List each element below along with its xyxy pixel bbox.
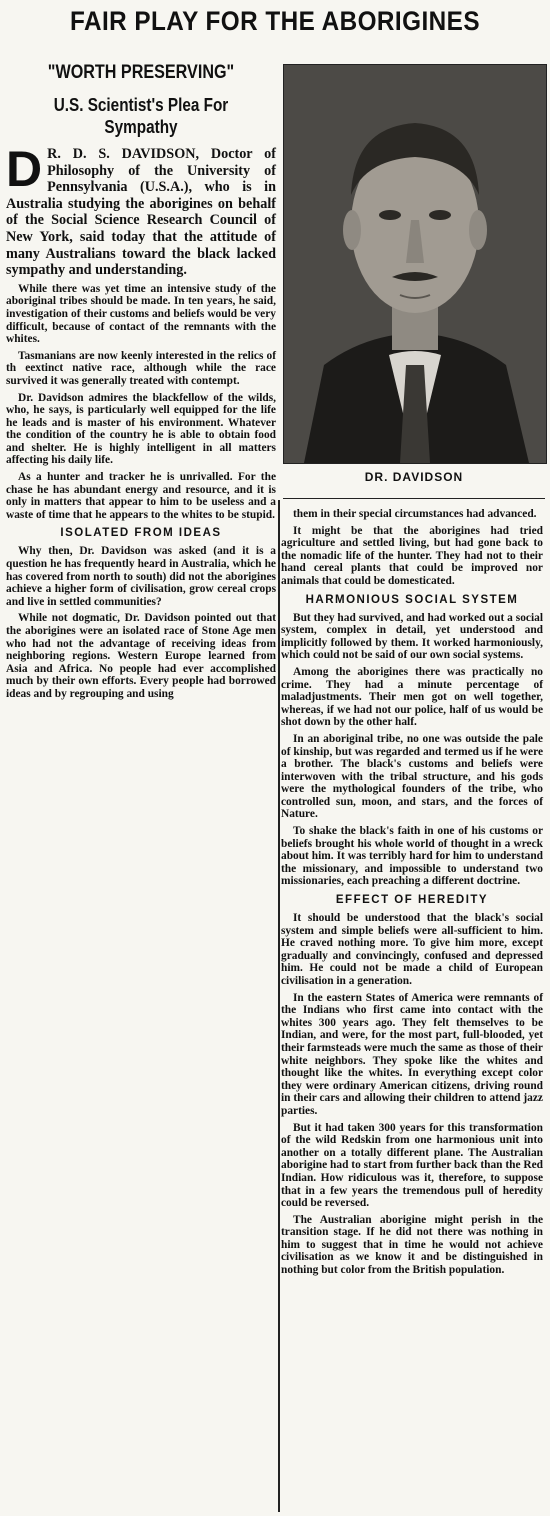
article-paragraph: Why then, Dr. Davidson was asked (and it is a question he has frequently heard in Australia, which he has covered from north to south) did not the aborigines achieve a higher form of civilisation, grow cereal crops and live in settled communities? [6, 545, 276, 608]
portrait-photo [283, 64, 547, 464]
photo-caption: DR. DAVIDSON [364, 470, 464, 484]
article-paragraph: In the eastern States of America were remnants of the Indians who first came into contact with the whites 300 years ago. They felt themselves to be Indian, and were, for the most part, full-blooded, yet their farmsteads were much the same as those of their white neighbors. They spoke like the whites and thought like the whites. In everything except color they were ordinary American citizens, driving round in their cars and allowing their children to attend jazz parties. [281, 991, 543, 1117]
article-paragraph: While not dogmatic, Dr. Davidson pointed out that the aborigines were an isolated race of Stone Age men who had not the advantage of receiving ideas from neighboring regions. Western Europe learned from Asia and Africa. No people had ever accomplished much by their own efforts. Every people had borrowed ideas and by regrouping and using [6, 612, 276, 700]
article-paragraph: But it had taken 300 years for this transformation of the wild Redskin from one harmonious unit into another on a totally different plane. The Australian aborigine had to start from further back than the Red Indian. How ridiculous was it, therefore, to suppose that in a few years the tremendous pull of heredity could be reversed. [281, 1121, 543, 1210]
lead-text: R. D. S. DAVIDSON, Doctor of Philosophy of the University of Pennsylvania (U.S.A.), who is in Australia studying the aborigines on behalf of the Social Science Research Council of New York, said today that the attitude of many Australians toward the black lacked sympathy and understanding. [6, 146, 276, 279]
article-paragraph: The Australian aborigine might perish in the transition stage. If he did not there was nothing in him to suggest that in time he would not achieve civilisation as we know it and be distinguished in nothing but color from the British population. [281, 1213, 543, 1277]
article-paragraph: them in their special circumstances had advanced. [293, 508, 537, 520]
section-heading-harmonious: HARMONIOUS SOCIAL SYSTEM [305, 593, 519, 606]
left-column [6, 62, 276, 705]
article-paragraph: Tasmanians are now keenly interested in the relics of th eextinct native race, although while the race survived it was generally treated with contempt. [6, 349, 276, 387]
article-paragraph: It might be that the aborigines had tried agriculture and settled living, but had gone back to the nomadic life of the hunter. They had not to their hand cereal plants that could be improved nor animals that could be domesticated. [281, 524, 543, 587]
article-paragraph: It should be understood that the black's social system and simple beliefs were all-sufficient to him. He craved nothing more. To give him more, except gradually and convincingly, confused and depressed him. He could not be made a child of European civilisation in a generation. [281, 912, 543, 987]
article-paragraph: In an aboriginal tribe, no one was outside the pale of kinship, but was regarded and termed us if he were a brother. The black's customs and beliefs were interwoven with the tribal structure, and his gods were the mythological founders of the tribe, who controlled sun, moon, and stars, and the forces of Nature. [281, 732, 543, 821]
section-heading-heredity: EFFECT OF HEREDITY [335, 894, 489, 907]
article-paragraph: To shake the black's faith in one of his customs or beliefs brought his whole world of thought in a wreck about him. It was terribly hard for him to understand the missionary, and impossible to understand two missionaries, each preaching a different doctrine. [281, 825, 543, 888]
drop-cap: D [6, 141, 43, 197]
caption-divider [283, 498, 545, 499]
article-paragraph: But they had survived, and had worked out a social system, complex in detail, yet understood and implicitly followed by them. It worked harmoniously, which could not be said of our own social systems. [281, 611, 543, 662]
subheadline: U.S. Scientist's Plea For Sympathy [53, 95, 229, 137]
lead-paragraph [6, 141, 276, 279]
article-paragraph: As a hunter and tracker he is unrivalled. For the chase he has abundant energy and resource, and it is only in matters that appear to him to be useless and a waste of time that he appears to the whites to be stupid. [6, 471, 276, 521]
headline: FAIR PLAY FOR THE ABORIGINES [69, 6, 481, 36]
article-paragraph: While there was yet time an intensive study of the aboriginal tribes should be made. In ten years, he said, investigation of their customs and beliefs would be very difficult, because of contact of the remnants with the whites. [6, 282, 276, 346]
column-divider [278, 500, 280, 1512]
portrait-illustration [284, 65, 546, 463]
right-column [281, 508, 543, 1281]
article-paragraph: Dr. Davidson admires the blackfellow of the wilds, who, he says, is particularly well equipped for the life he leads and is master of his environment. Whatever the condition of the country he is able to obtain food and shelter. He is highly intelligent in all matters affecting his daily life. [6, 391, 276, 467]
article-paragraph: Among the aborigines there was practically no crime. They had a minute percentage of maladjustments. Their men got on well together, whereas, if we had not our police, half of us would be shot down by the other half. [281, 665, 543, 729]
subheadline-quote: "WORTH PRESERVING" [47, 62, 235, 83]
section-heading-isolated: ISOLATED FROM IDEAS [60, 527, 222, 540]
